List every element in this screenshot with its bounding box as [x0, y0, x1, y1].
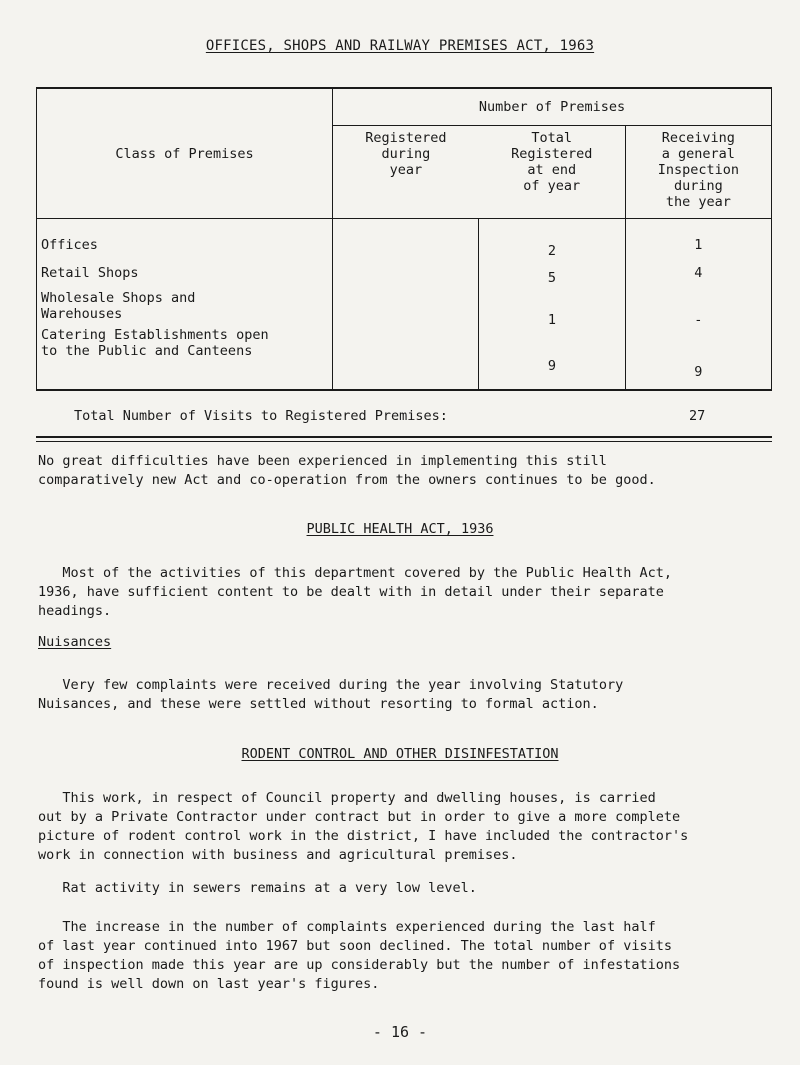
- page-title: OFFICES, SHOPS AND RAILWAY PREMISES ACT, 1963: [205, 38, 595, 54]
- total-visits-label: Total Number of Visits to Registered Premises:: [74, 408, 448, 424]
- header-total-registered: Total Registered at end of year: [479, 126, 625, 219]
- paragraph-nuisances: Very few complaints were received during the year involving Statutory Nuisances, and these were settled without resorting to formal action.: [38, 677, 624, 712]
- row-label-retail: Retail Shops: [41, 265, 139, 281]
- heading-public-health-act: PUBLIC HEALTH ACT, 1936: [306, 521, 494, 537]
- heading-rodent-control: RODENT CONTROL AND OTHER DISINFESTATION: [241, 746, 559, 762]
- paragraph-rat-activity: Rat activity in sewers remains at a very low level.: [38, 880, 477, 896]
- paragraph-cooperation: No great difficulties have been experienced in implementing this still comparatively new Act and co-operation from the owners continues to be good.: [38, 453, 656, 488]
- heading-nuisances: Nuisances: [38, 634, 112, 650]
- page-number: - 16 -: [372, 1023, 428, 1041]
- divider-thin: [36, 441, 772, 442]
- total-values: 2 5 1 9: [479, 219, 625, 391]
- table-body: [37, 219, 772, 391]
- row-label-offices: Offices: [41, 237, 98, 253]
- premises-table: [36, 87, 772, 391]
- receiving-values: 1 4 - 9: [625, 219, 771, 391]
- paragraph-public-health: Most of the activities of this department covered by the Public Health Act, 1936, have sufficient content to be dealt with in detail under their separate headings.: [38, 565, 672, 619]
- header-registered-during-year: Registered during year: [333, 126, 479, 219]
- total-visits-value: 27: [689, 408, 706, 424]
- registered-values: [333, 219, 479, 391]
- header-receiving-inspection: Receiving a general Inspection during the year: [625, 126, 771, 219]
- header-class-of-premises: Class of Premises: [37, 88, 333, 219]
- row-label-wholesale: Wholesale Shops and Warehouses: [41, 290, 196, 322]
- row-label-catering: Catering Establishments open to the Public and Canteens: [41, 327, 269, 359]
- header-number-of-premises: Number of Premises: [333, 88, 772, 126]
- divider: [36, 436, 772, 438]
- paragraph-complaints: The increase in the number of complaints experienced during the last half of last year continued into 1967 but soon declined. The total number of visits of inspection made this year are up considerably but the number of infestations found is well down on last year's figures.: [38, 919, 681, 992]
- paragraph-rodent-work: This work, in respect of Council property and dwelling houses, is carried out by a Private Contractor under contract but in order to give a more complete picture of rodent control work in the district, I have included the contractor's work in connection with business and agricultural premises.: [38, 790, 689, 863]
- class-labels: [37, 219, 333, 391]
